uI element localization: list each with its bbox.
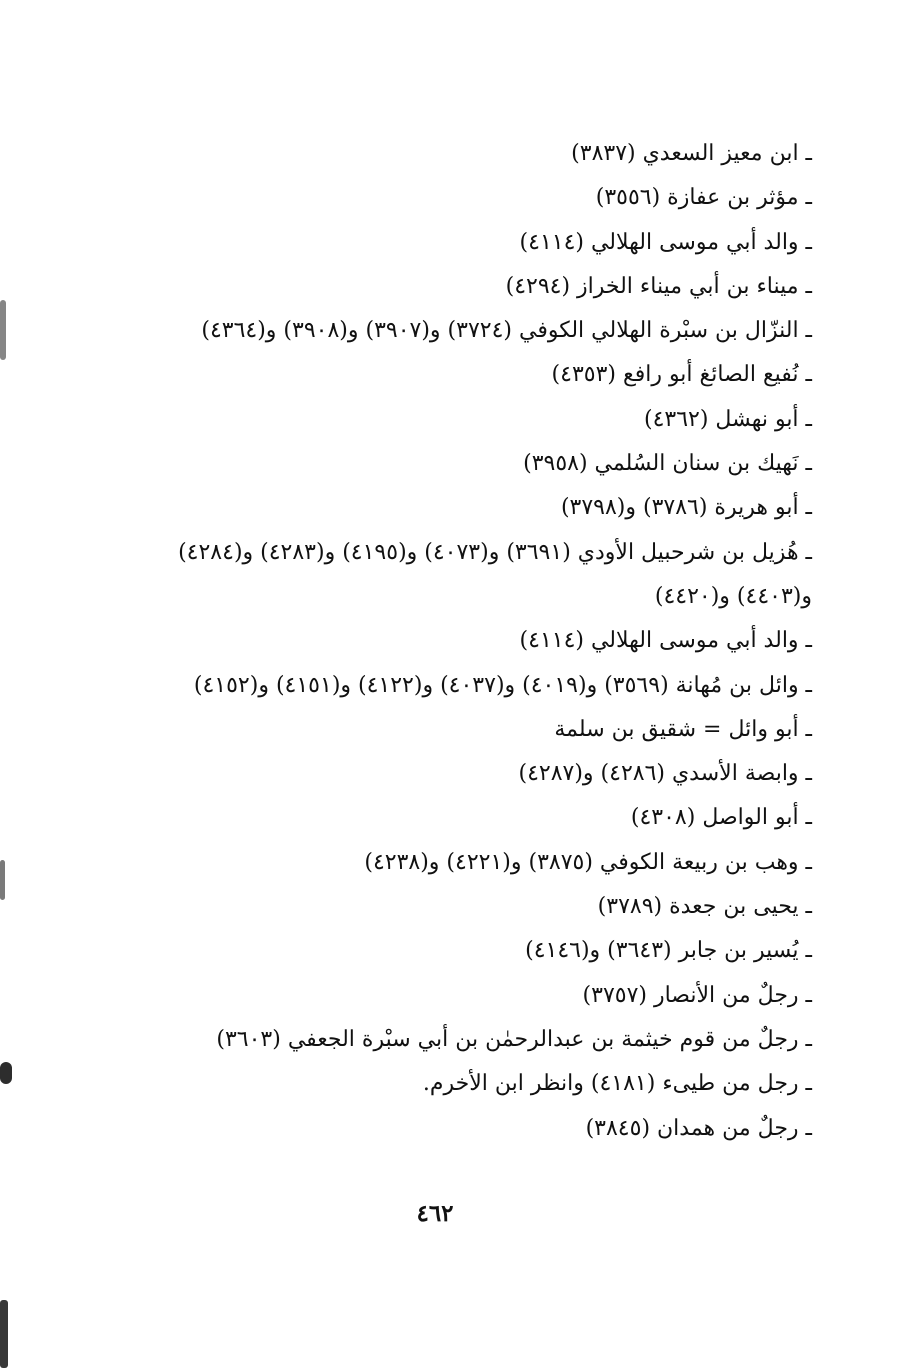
index-entry: ـ يُسير بن جابر (٣٦٤٣) و(٤١٤٦): [525, 938, 812, 964]
index-entry: ـ أبو وائل = شقيق بن سلمة: [554, 716, 812, 742]
scan-edge-mark: [0, 1062, 12, 1084]
index-entry: ـ والد أبي موسى الهلالي (٤١١٤): [519, 628, 812, 654]
index-entry: ـ رجلٌ من الأنصار (٣٧٥٧): [582, 982, 812, 1008]
scan-edge-mark: [0, 1300, 8, 1368]
index-entry: ـ وابصة الأسدي (٤٢٨٦) و(٤٢٨٧): [518, 761, 812, 787]
index-entry: ـ وهب بن ربيعة الكوفي (٣٨٧٥) و(٤٢٢١) و(٤٢٣٨): [364, 849, 812, 875]
index-entry: ـ أبو الواصل (٤٣٠٨): [630, 805, 812, 831]
index-entry: ـ رجلٌ من قوم خيثمة بن عبدالرحمٰن بن أبي سبْرة الجعفي (٣٦٠٣): [216, 1026, 812, 1052]
index-entry: ـ ابن معيز السعدي (٣٨٣٧): [571, 141, 812, 166]
index-entry: ـ أبو هريرة (٣٧٨٦) و(٣٧٩٨): [560, 495, 812, 521]
index-entry: ـ رجلٌ من همدان (٣٨٤٥): [585, 1115, 812, 1141]
index-entry: ـ أبو نهشل (٤٣٦٢): [643, 406, 812, 432]
index-entry: ـ ميناء بن أبي ميناء الخراز (٤٢٩٤): [505, 273, 812, 299]
narrator-index-list: [112, 132, 812, 1151]
index-entry: ـ رجل من طيىء (٤١٨١) وانظر ابن الأخرم.: [422, 1071, 812, 1097]
page-number: ٤٦٢: [416, 1200, 454, 1227]
scan-edge-mark: [0, 860, 5, 900]
index-entry: ـ النزّال بن سبْرة الهلالي الكوفي (٣٧٢٤) و(٣٩٠٧) و(٣٩٠٨) و(٤٣٦٤): [201, 318, 812, 344]
index-entry: ـ والد أبي موسى الهلالي (٤١١٤): [519, 229, 812, 255]
index-entry: ـ وائل بن مُهانة (٣٥٦٩) و(٤٠١٩) و(٤٠٣٧) و(٤١٢٢) و(٤١٥١) و(٤١٥٢): [193, 672, 812, 698]
index-entry: ـ يحيى بن جعدة (٣٧٨٩): [597, 894, 812, 920]
index-entry: ـ هُزيل بن شرحبيل الأودي (٣٦٩١) و(٤٠٧٣) و(٤١٩٥) و(٤٢٨٣) و(٤٢٨٤) و(٤٤٠٣) و(٤٤٢٠): [178, 539, 812, 609]
index-entry: ـ نَهيك بن سنان السُلمي (٣٩٥٨): [523, 451, 812, 477]
index-entry: ـ نُفيع الصائغ أبو رافع (٤٣٥٣): [551, 362, 812, 388]
index-entry: ـ مؤثر بن عفازة (٣٥٥٦): [595, 185, 812, 211]
scan-edge-mark: [0, 300, 6, 360]
